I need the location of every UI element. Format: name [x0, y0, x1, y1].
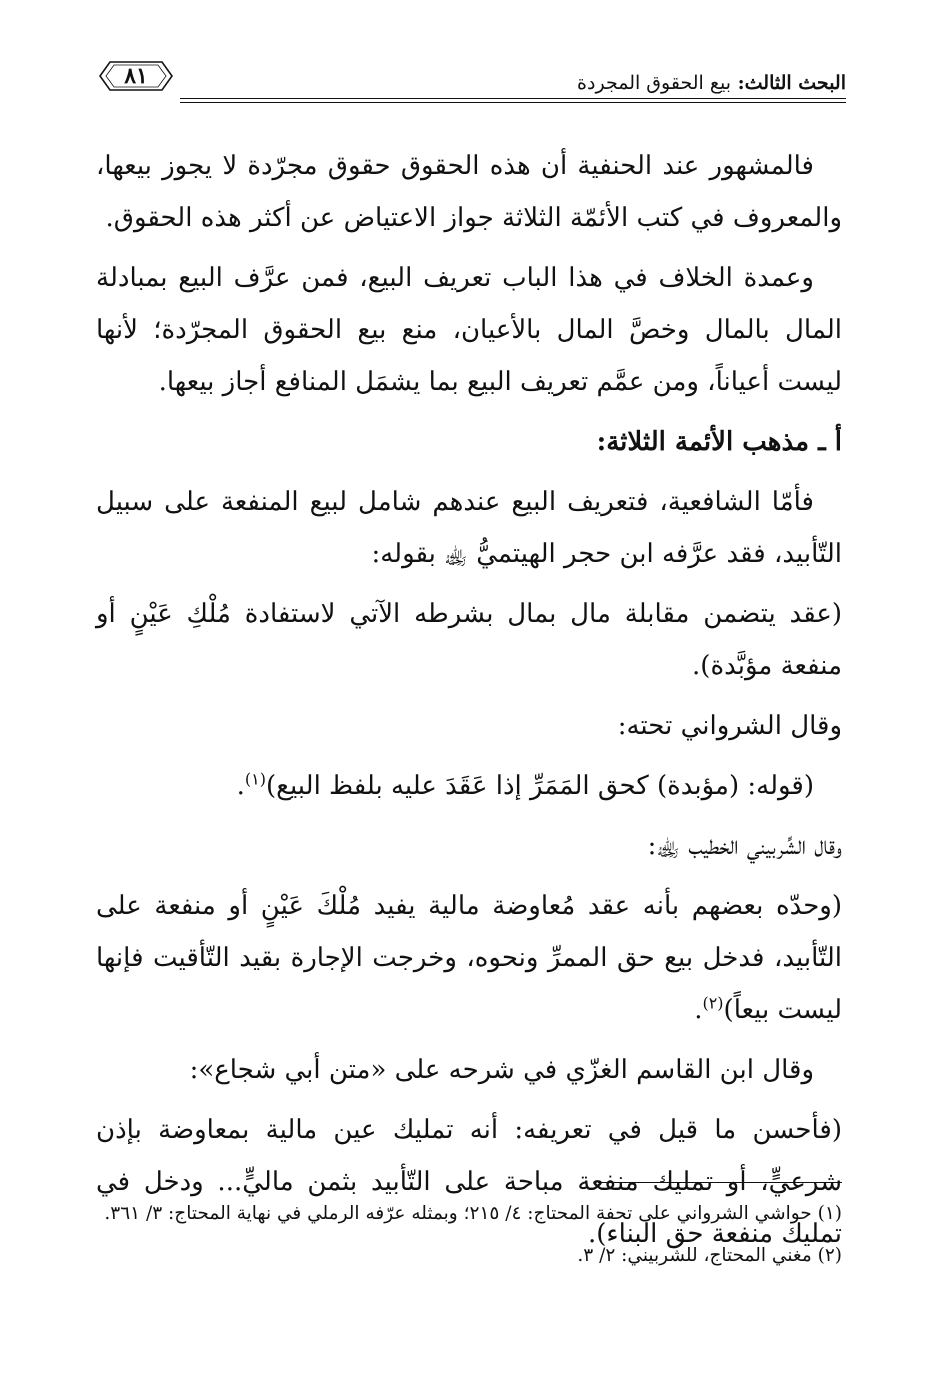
quotation-text: (قوله: (مؤبدة) كحق المَمَرِّ إذا عَقَدَ عليه بلفظ البيع)	[265, 771, 814, 801]
quotation: (عقد يتضمن مقابلة مال بمال بشرطه الآتي لاستفادة مُلْكِ عَيْنٍ أو منفعة مؤبَّدة).	[96, 599, 842, 681]
main-text	[96, 140, 842, 1268]
chapter-subtitle: بيع الحقوق المجردة	[577, 72, 731, 94]
page-number: ٨١	[124, 63, 148, 89]
running-header	[96, 58, 846, 108]
quotation-end: .	[694, 995, 703, 1025]
header-title	[577, 72, 846, 94]
quotation-end: .	[236, 771, 245, 801]
paragraph: فالمشهور عند الحنفية أن هذه الحقوق حقوق مجرّدة لا يجوز بيعها، والمعروف في كتب الأئمّة الثلاثة جواز الاعتياض عن أكثر هذه الحقوق.	[96, 151, 842, 233]
paragraph: وقال الشرواني تحته:	[617, 711, 842, 741]
footnote: (١) حواشي الشرواني على تحفة المحتاج: ٤/ ٢١٥؛ وبمثله عرّفه الرملي في نهاية المحتاج: ٣/ ٣٦١.	[104, 1203, 842, 1224]
footnotes	[96, 1196, 842, 1280]
chapter-label: البحث الثالث:	[737, 72, 846, 94]
footnote-separator	[598, 1182, 842, 1183]
section-heading: أ ـ مذهب الأئمة الثلاثة:	[596, 427, 842, 457]
quotation: (فأحسن ما قيل في تعريفه: أنه تمليك عين مالية بمعاوضة بإذن شرعيٍّ، أو تمليك منفعة مباحة على التّأبيد بثمن ماليٍّ... ودخل في تمليك منفعة حق البناء).	[96, 1115, 842, 1249]
footnote: (٢) مغني المحتاج، للشربيني: ٢/ ٣.	[577, 1245, 842, 1266]
paragraph: فأمّا الشافعية، فتعريف البيع عندهم شامل لبيع المنفعة على سبيل التّأبيد، فقد عرَّفه ابن حجر الهيتميُّ ﵀ بقوله:	[96, 487, 842, 569]
header-rule-double	[180, 102, 846, 103]
quotation-text: (وحدّه بعضهم بأنه عقد مُعاوضة مالية يفيد مُلْكَ عَيْنٍ أو منفعة على التّأبيد، فدخل بيع حق الممرِّ ونحوه، وخرجت الإجارة بقيد التّأقيت فإنها ليست بيعاً)	[96, 891, 842, 1025]
paragraph: وعمدة الخلاف في هذا الباب تعريف البيع، فمن عرَّف البيع بمبادلة المال بالمال وخصَّ المال بالأعيان، منع بيع الحقوق المجرّدة؛ لأنها ليست أعياناً، ومن عمَّم تعريف البيع بما يشمَل المنافع أجاز بيعها.	[96, 263, 842, 397]
paragraph: وقال ابن القاسم الغزّي في شرحه على «متن أبي شجاع»:	[189, 1055, 814, 1085]
page-number-badge	[96, 58, 176, 94]
footnote-ref[interactable]: (٢)	[702, 993, 724, 1013]
quotation	[96, 760, 842, 812]
footnote-ref[interactable]: (١)	[244, 769, 266, 789]
paragraph: وقال الشِّربيني الخطيب ﵀:	[647, 831, 842, 861]
header-rule	[180, 98, 846, 99]
quotation	[96, 880, 842, 1036]
